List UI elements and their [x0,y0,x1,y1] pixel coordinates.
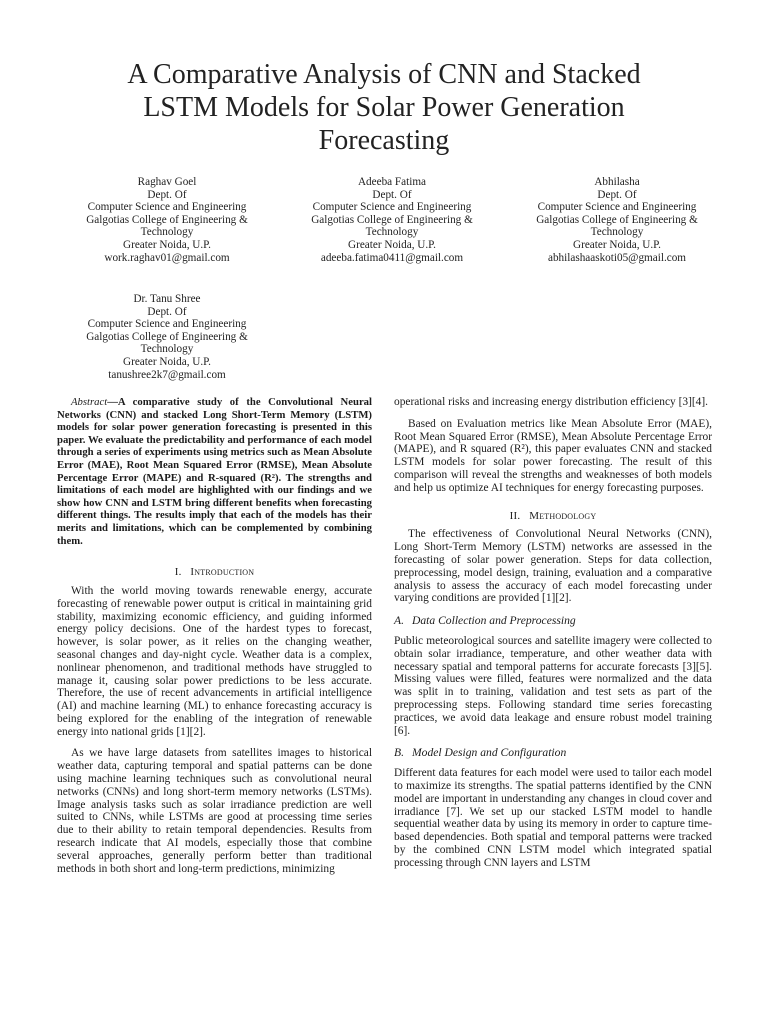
author-block-4 [52,293,282,381]
abstract-lead: Abstract [71,396,108,408]
author-email[interactable]: abhilashaaskoti05@gmail.com [548,251,686,264]
author-name: Abhilasha [594,176,640,188]
abstract-dash: — [107,396,118,408]
author-dept: Dept. Of [597,188,637,201]
author-field: Computer Science and Engineering [312,201,472,214]
intro-paragraph-2: As we have large datasets from satellites images to historical weather data, capturing temporal and spatial patterns can be done using machine learning techniques such as convolutional neural networks (CNNs) and long short-term memory networks (LSTMs). Image analysis tasks such as solar irradiance prediction are well suited to CNNs, while LSTMs are good at processing time series due to their ability to retain temporal dependencies. Results from research indicate that AI models, especially those that combine several approaches, generally perform better than traditional methods in both short and long-term predictions, minimizing [57,747,372,875]
author-college-line-2: Technology [365,226,419,239]
author-college-line-2: Technology [140,343,194,356]
right-column [394,396,712,870]
author-dept: Dept. Of [147,188,187,201]
author-dept: Dept. Of [372,188,412,201]
subsection-label: A. [394,614,404,628]
data-collection-paragraph: Public meteorological sources and satellite imagery were collected to obtain solar irradiance, temperature, and other weather data with necessary spatial and temporal patterns for accurate forecasts [3][5]. Missing values were filled, features were normalized and the data was split in to training, validation and test sets as part of the preprocessing steps. Following standard time series forecasting practices, we avoid data leakage and ensure robust model training [6]. [394,634,712,737]
methodology-paragraph-1: The effectiveness of Convolutional Neural Networks (CNN), Long Short-Term Memory (LSTM) networks are assessed in the forecasting of solar power generation. Steps for data collection, preprocessing, model design, training, evaluation and a comparative analysis to assess the accuracy of each model forecasting under varying conditions are provided [1][2]. [394,528,712,605]
title-line-2: LSTM Models for Solar Power Generation [143,92,625,123]
author-field: Computer Science and Engineering [537,201,697,214]
section-number: II. [509,509,521,522]
author-field: Computer Science and Engineering [87,201,247,214]
author-college-line-2: Technology [140,226,194,239]
section-number: I. [174,566,182,579]
author-city: Greater Noida, U.P. [348,238,436,251]
section-heading-introduction [57,566,372,579]
author-name: Adeeba Fatima [357,176,427,188]
section-title: Introduction [190,566,255,579]
title-line-1: A Comparative Analysis of CNN and Stacked [127,59,641,90]
left-column [57,396,372,875]
author-email[interactable]: adeeba.fatima0411@gmail.com [320,251,464,264]
author-college-line-1: Galgotias College of Engineering & [311,213,473,226]
paper-title [0,58,768,157]
author-block-2 [277,176,507,264]
author-college-line-1: Galgotias College of Engineering & [86,330,248,343]
intro-paragraph-3: Based on Evaluation metrics like Mean Absolute Error (MAE), Root Mean Squared Error (RMSE), Mean Absolute Percentage Error (MAPE), and R squared (R²), this paper evaluates CNN and stacked LSTM models for solar power forecasting. The result of this comparison will reveal the strengths and weaknesses of both models and help us optimize AI techniques for energy forecasting purposes. [394,417,712,494]
author-field: Computer Science and Engineering [87,318,247,331]
section-heading-methodology [394,510,712,523]
subsection-heading-data-collection [394,615,712,628]
abstract [57,396,372,547]
subsection-title: Data Collection and Preprocessing [411,614,576,628]
author-city: Greater Noida, U.P. [573,238,661,251]
author-college-line-2: Technology [590,226,644,239]
author-dept: Dept. Of [147,305,187,318]
subsection-heading-model-design [394,747,712,760]
author-block-3 [502,176,732,264]
author-email[interactable]: tanushree2k7@gmail.com [108,368,226,381]
subsection-label: B. [394,746,404,760]
author-name: Dr. Tanu Shree [133,293,201,305]
section-title: Methodology [529,509,597,522]
intro-paragraph-1: With the world moving towards renewable energy, accurate forecasting of renewable power output is critical in maintaining grid stability, maximizing economic efficiency, and guiding informed energy policy decisions. One of the hardest types to forecast, however, is solar power, as it relies on the changing weather, seasonal changes and day-night cycle. Weather data is a complex, nonlinear phenomenon, and traditional methods have struggled to manage it, causing solar power predictions to be less accurate. Therefore, the use of recent advancements in artificial intelligence (AI) and machine learning (ML) to enhance forecasting accuracy is being explored for the enabling of the integration of renewable energy into national grids [1][2]. [57,584,372,738]
author-block-1 [52,176,282,264]
author-name: Raghav Goel [137,176,197,188]
author-city: Greater Noida, U.P. [123,238,211,251]
author-email[interactable]: work.raghav01@gmail.com [104,251,230,264]
abstract-text: A comparative study of the Convolutional Neural Networks (CNN) and stacked Long Short-Term Memory (LSTM) models for solar power generation forecasting is presented in this paper. We evaluate the predictability and performance of each model through a series of experiments using metrics such as Mean Absolute Error (MAE), Root Mean Squared Error (RMSE), Mean Absolute Percentage Error (MAPE) and R-squared (R²). The strengths and limitations of each model are highlighted with our findings and we show how CNN and LSTM bring different benefits when forecasting different things. The results imply that each of the models has their merits and limitations, which can be complemented by combining them. [57,396,372,547]
author-college-line-1: Galgotias College of Engineering & [86,213,248,226]
author-college-line-1: Galgotias College of Engineering & [536,213,698,226]
author-city: Greater Noida, U.P. [123,355,211,368]
intro-paragraph-continued: operational risks and increasing energy distribution efficiency [3][4]. [394,396,708,408]
model-design-paragraph: Different data features for each model were used to tailor each model to maximize its strengths. The spatial patterns identified by the CNN model are important in understanding any changes in cloud cover and irradiance [7]. We set up our stacked LSTM model to handle sequential weather data by using its memory in order to capture time-based dependencies. Both spatial and temporal patterns were tracked by the combined CNN LSTM model which integrated spatial processing through CNN layers and LSTM [394,767,712,869]
title-line-3: Forecasting [318,125,450,156]
subsection-title: Model Design and Configuration [411,746,567,760]
